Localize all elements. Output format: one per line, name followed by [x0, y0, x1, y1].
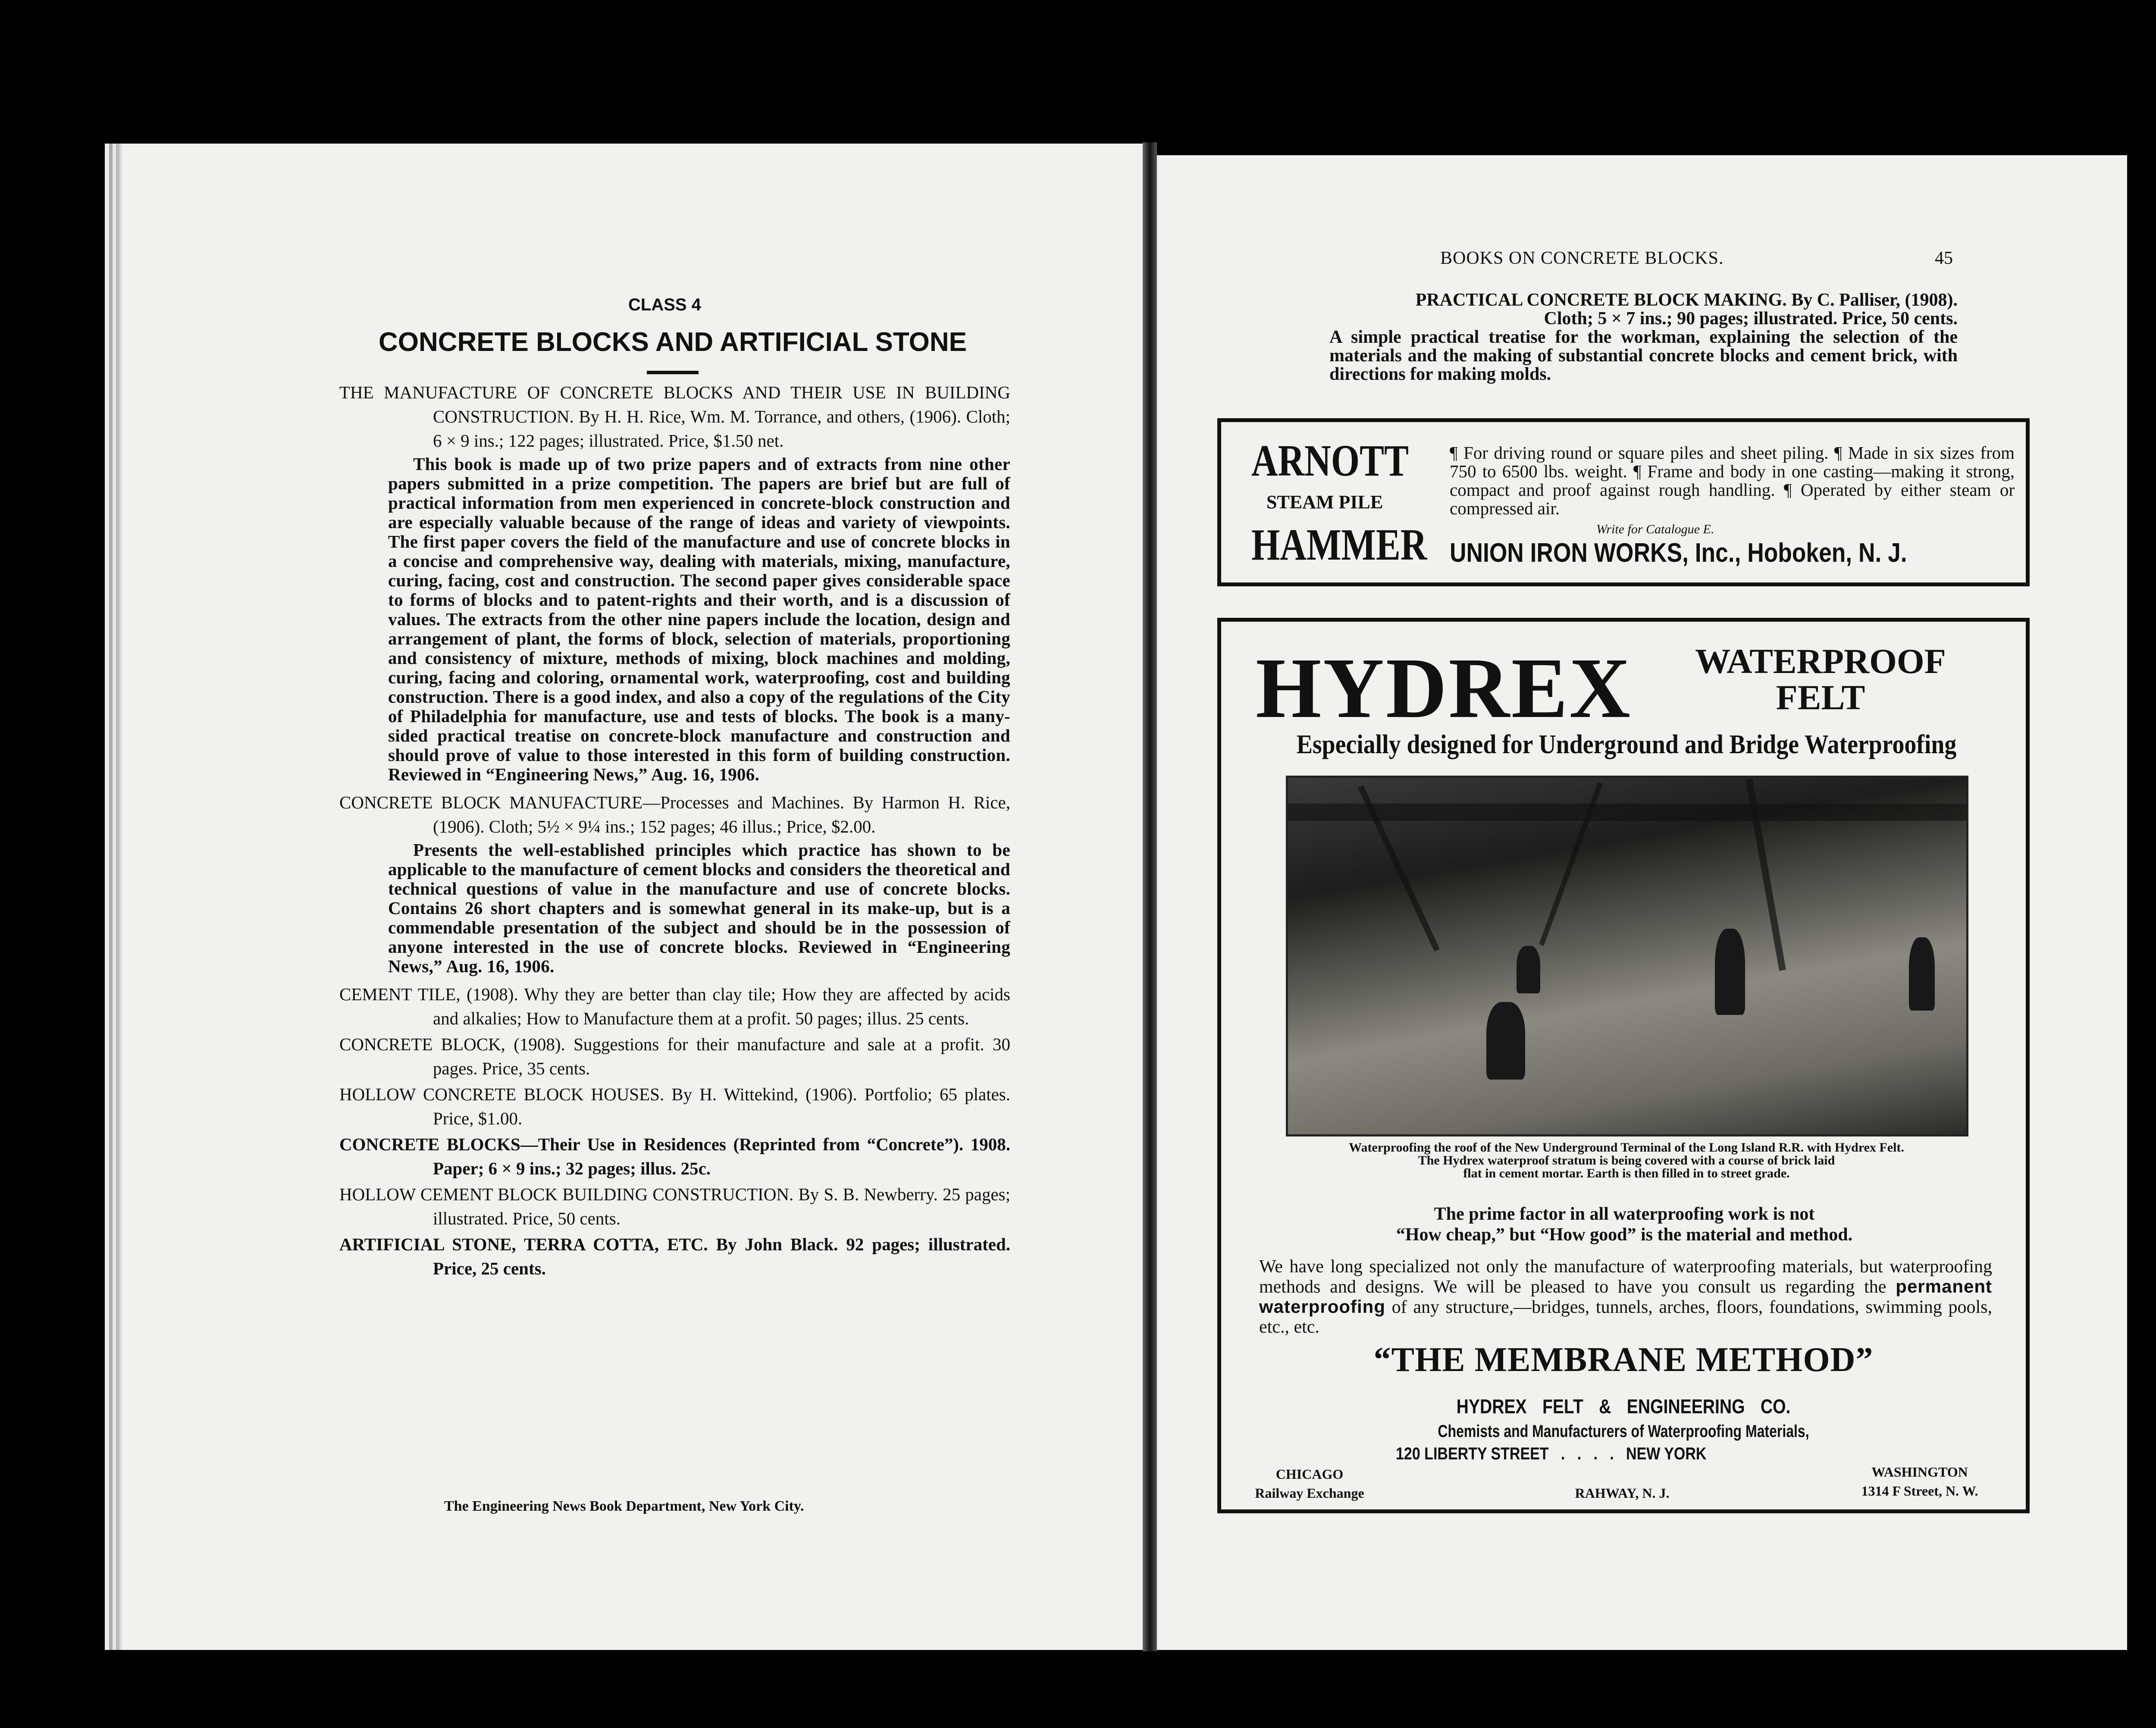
book-entry-title: CONCRETE BLOCK MANUFACTURE—Processes and Machines. By Harmon H. Rice, (1906). Cloth; 5½ × 9¼ ins.; 152 pages; 46 illus.; Price, $2.00.: [339, 792, 1010, 836]
arnott-description: ¶ For driving round or square piles and sheet piling. ¶ Made in six sizes from 750 to 6500 lbs. weight. ¶ Frame and body in one casting—making it strong, compact and proof against rough handling. ¶ Operated by either steam or compressed air.: [1450, 443, 2015, 518]
rahway-office: RAHWAY, N. J.: [1575, 1485, 1670, 1501]
arnott-hammer-ad: [1217, 418, 2030, 586]
page-footer: The Engineering News Book Department, New York City.: [444, 1498, 804, 1514]
book-entry-title: HOLLOW CEMENT BLOCK BUILDING CONSTRUCTION. By S. B. Newberry. 25 pages; illustrated. Price, 50 cents.: [339, 1184, 1010, 1228]
membrane-method-heading: “THE MEMBRANE METHOD”: [1373, 1341, 1874, 1379]
caption-line: flat in cement mortar. Earth is then filled in to street grade.: [1463, 1166, 1790, 1180]
hydrex-subtitle: Especially designed for Underground and Bridge Waterproofing: [1296, 730, 1957, 759]
body-emphasis: permanent waterproofing: [1259, 1276, 1993, 1317]
construction-photo: [1286, 776, 1968, 1136]
class-label: CLASS 4: [628, 295, 701, 314]
hydrex-company: HYDREX FELT & ENGINEERING CO.: [1456, 1395, 1791, 1418]
book-entry-title: ARTIFICIAL STONE, TERRA COTTA, ETC. By John Black. 92 pages; illustrated. Price, 25 cents.: [339, 1234, 1010, 1278]
book-entry-title: PRACTICAL CONCRETE BLOCK MAKING. By C. Palliser, (1908).: [1415, 290, 1958, 310]
body-text: of any structure,—bridges, tunnels, arches, floors, foundations, swimming pools, etc., etc.: [1259, 1297, 1992, 1337]
arnott-hammer: HAMMER: [1251, 520, 1427, 570]
book-entry-title: CONCRETE BLOCKS—Their Use in Residences (Reprinted from “Concrete”). 1908. Paper; 6 × 9 ins.; 32 pages; illus. 25c.: [339, 1134, 1010, 1178]
body-text: We have long specialized not only the manufacture of waterproofing materials, but waterproofing methods and designs. We will be pleased to have you consult us regarding the: [1259, 1257, 1992, 1297]
prime-line: The prime factor in all waterproofing work is not: [1434, 1204, 1815, 1224]
book-entry-title: THE MANUFACTURE OF CONCRETE BLOCKS AND THEIR USE IN BUILDING CONSTRUCTION. By H. H. Rice, Wm. M. Torrance, and others, (1906). Cloth; 6 × 9 ins.; 122 pages; illustrated. Price, $1.50 net.: [339, 382, 1010, 451]
book-entry-title: CONCRETE BLOCK, (1908). Suggestions for their manufacture and sale at a profit. 30 pages. Price, 35 cents.: [339, 1034, 1010, 1078]
title-rule: [647, 371, 699, 374]
hydrex-brand: HYDREX: [1256, 641, 1632, 736]
book-entry-description: Presents the well-established principles which practice has shown to be applicable to the manufacture of cement blocks and considers the theoretical and technical questions of value in the manufacture and use of concrete blocks. Contains 26 short chapters and is somewhat general in its make-up, but is a commendable presentation of the subject and should be in the possession of anyone interested in the use of concrete blocks. Reviewed in “Engineering News,” Aug. 16, 1906.: [388, 840, 1010, 976]
book-spine: [1143, 142, 1157, 1651]
office-address: Railway Exchange: [1255, 1485, 1364, 1501]
office-city: WASHINGTON: [1871, 1464, 1968, 1480]
book-entry: [1286, 291, 1958, 384]
book-entry-description: A simple practical treatise for the workman, explaining the selection of the materials and the making of substantial concrete blocks and cement brick, with directions for making molds.: [1329, 327, 1958, 384]
hydrex-product-line2: FELT: [1776, 678, 1865, 717]
arnott-company: UNION IRON WORKS, Inc., Hoboken, N. J.: [1450, 538, 1907, 568]
hydrex-product: [1670, 643, 1971, 716]
caption-line: The Hydrex waterproof stratum is being covered with a course of brick laid: [1418, 1153, 1835, 1168]
hydrex-tagline: Chemists and Manufacturers of Waterproofing Materials,: [1438, 1422, 1809, 1441]
arnott-catalogue: Write for Catalogue E.: [1596, 522, 1714, 536]
hydrex-body-text: [1259, 1257, 1992, 1337]
book-entry-description: This book is made up of two prize papers and of extracts from nine other papers submitted in a prize competition. The papers are brief but are full of practical information from men experienced in concrete-block construction and are especially valuable because of the range of ideas and variety of viewpoints. The first paper covers the field of the manufacture and use of concrete blocks in a concise and comprehensive way, dealing with materials, mixing, manufacture, curing, facing, cost and construction. The second paper gives considerable space to forms of blocks and to patent-rights and their worth, and is a discussion of values. The extracts from the other nine papers include the location, design and arrangement of plant, the forms of block, selection of materials, proportioning and consistency of mixture, methods of mixing, block machines and molding, curing, facing and coloring, ornamental work, waterproofing, cost and building construction. There is a good index, and also a copy of the regulations of the City of Philadelphia for manufacture, use and tests of blocks. The book is a many-sided practical treatise on concrete-block manufacture and construction and should prove of value to those interested in this form of building construction. Reviewed in “Engineering News,” Aug. 16, 1906.: [388, 454, 1010, 784]
book-entry-title: CEMENT TILE, (1908). Why they are better than clay tile; How they are affected by acids and alkalies; How to Manufacture them at a profit. 50 pages; illus. 25 cents.: [339, 984, 1010, 1028]
caption-line: Waterproofing the roof of the New Underground Terminal of the Long Island R.R. with Hydrex Felt.: [1349, 1140, 1904, 1155]
photo-caption: [1247, 1141, 2006, 1180]
prime-line: “How cheap,” but “How good” is the material and method.: [1396, 1225, 1853, 1245]
running-head: BOOKS ON CONCRETE BLOCKS.: [1440, 248, 1724, 268]
office-city: CHICAGO: [1275, 1466, 1344, 1482]
prime-factor-statement: [1286, 1204, 1963, 1245]
hydrex-address: 120 LIBERTY STREET . . . . NEW YORK: [1396, 1444, 1707, 1463]
hydrex-product-line1: WATERPROOF: [1695, 642, 1946, 681]
arnott-steam-pile: STEAM PILE: [1266, 491, 1383, 513]
section-title: CONCRETE BLOCKS AND ARTIFICIAL STONE: [378, 327, 967, 357]
hydrex-felt-ad: [1217, 618, 2030, 1513]
arnott-brand: ARNOTT: [1251, 436, 1409, 485]
office-address: 1314 F Street, N. W.: [1861, 1483, 1978, 1499]
book-entry-title: HOLLOW CONCRETE BLOCK HOUSES. By H. Wittekind, (1906). Portfolio; 65 plates. Price, $1.00.: [339, 1084, 1010, 1128]
chicago-office: [1251, 1465, 1368, 1503]
book-list: [339, 380, 1010, 1282]
book-entry-details: Cloth; 5 × 7 ins.; 90 pages; illustrated. Price, 50 cents.: [1544, 309, 1958, 329]
washington-office: [1833, 1462, 2006, 1500]
page-number: 45: [1935, 248, 1953, 268]
